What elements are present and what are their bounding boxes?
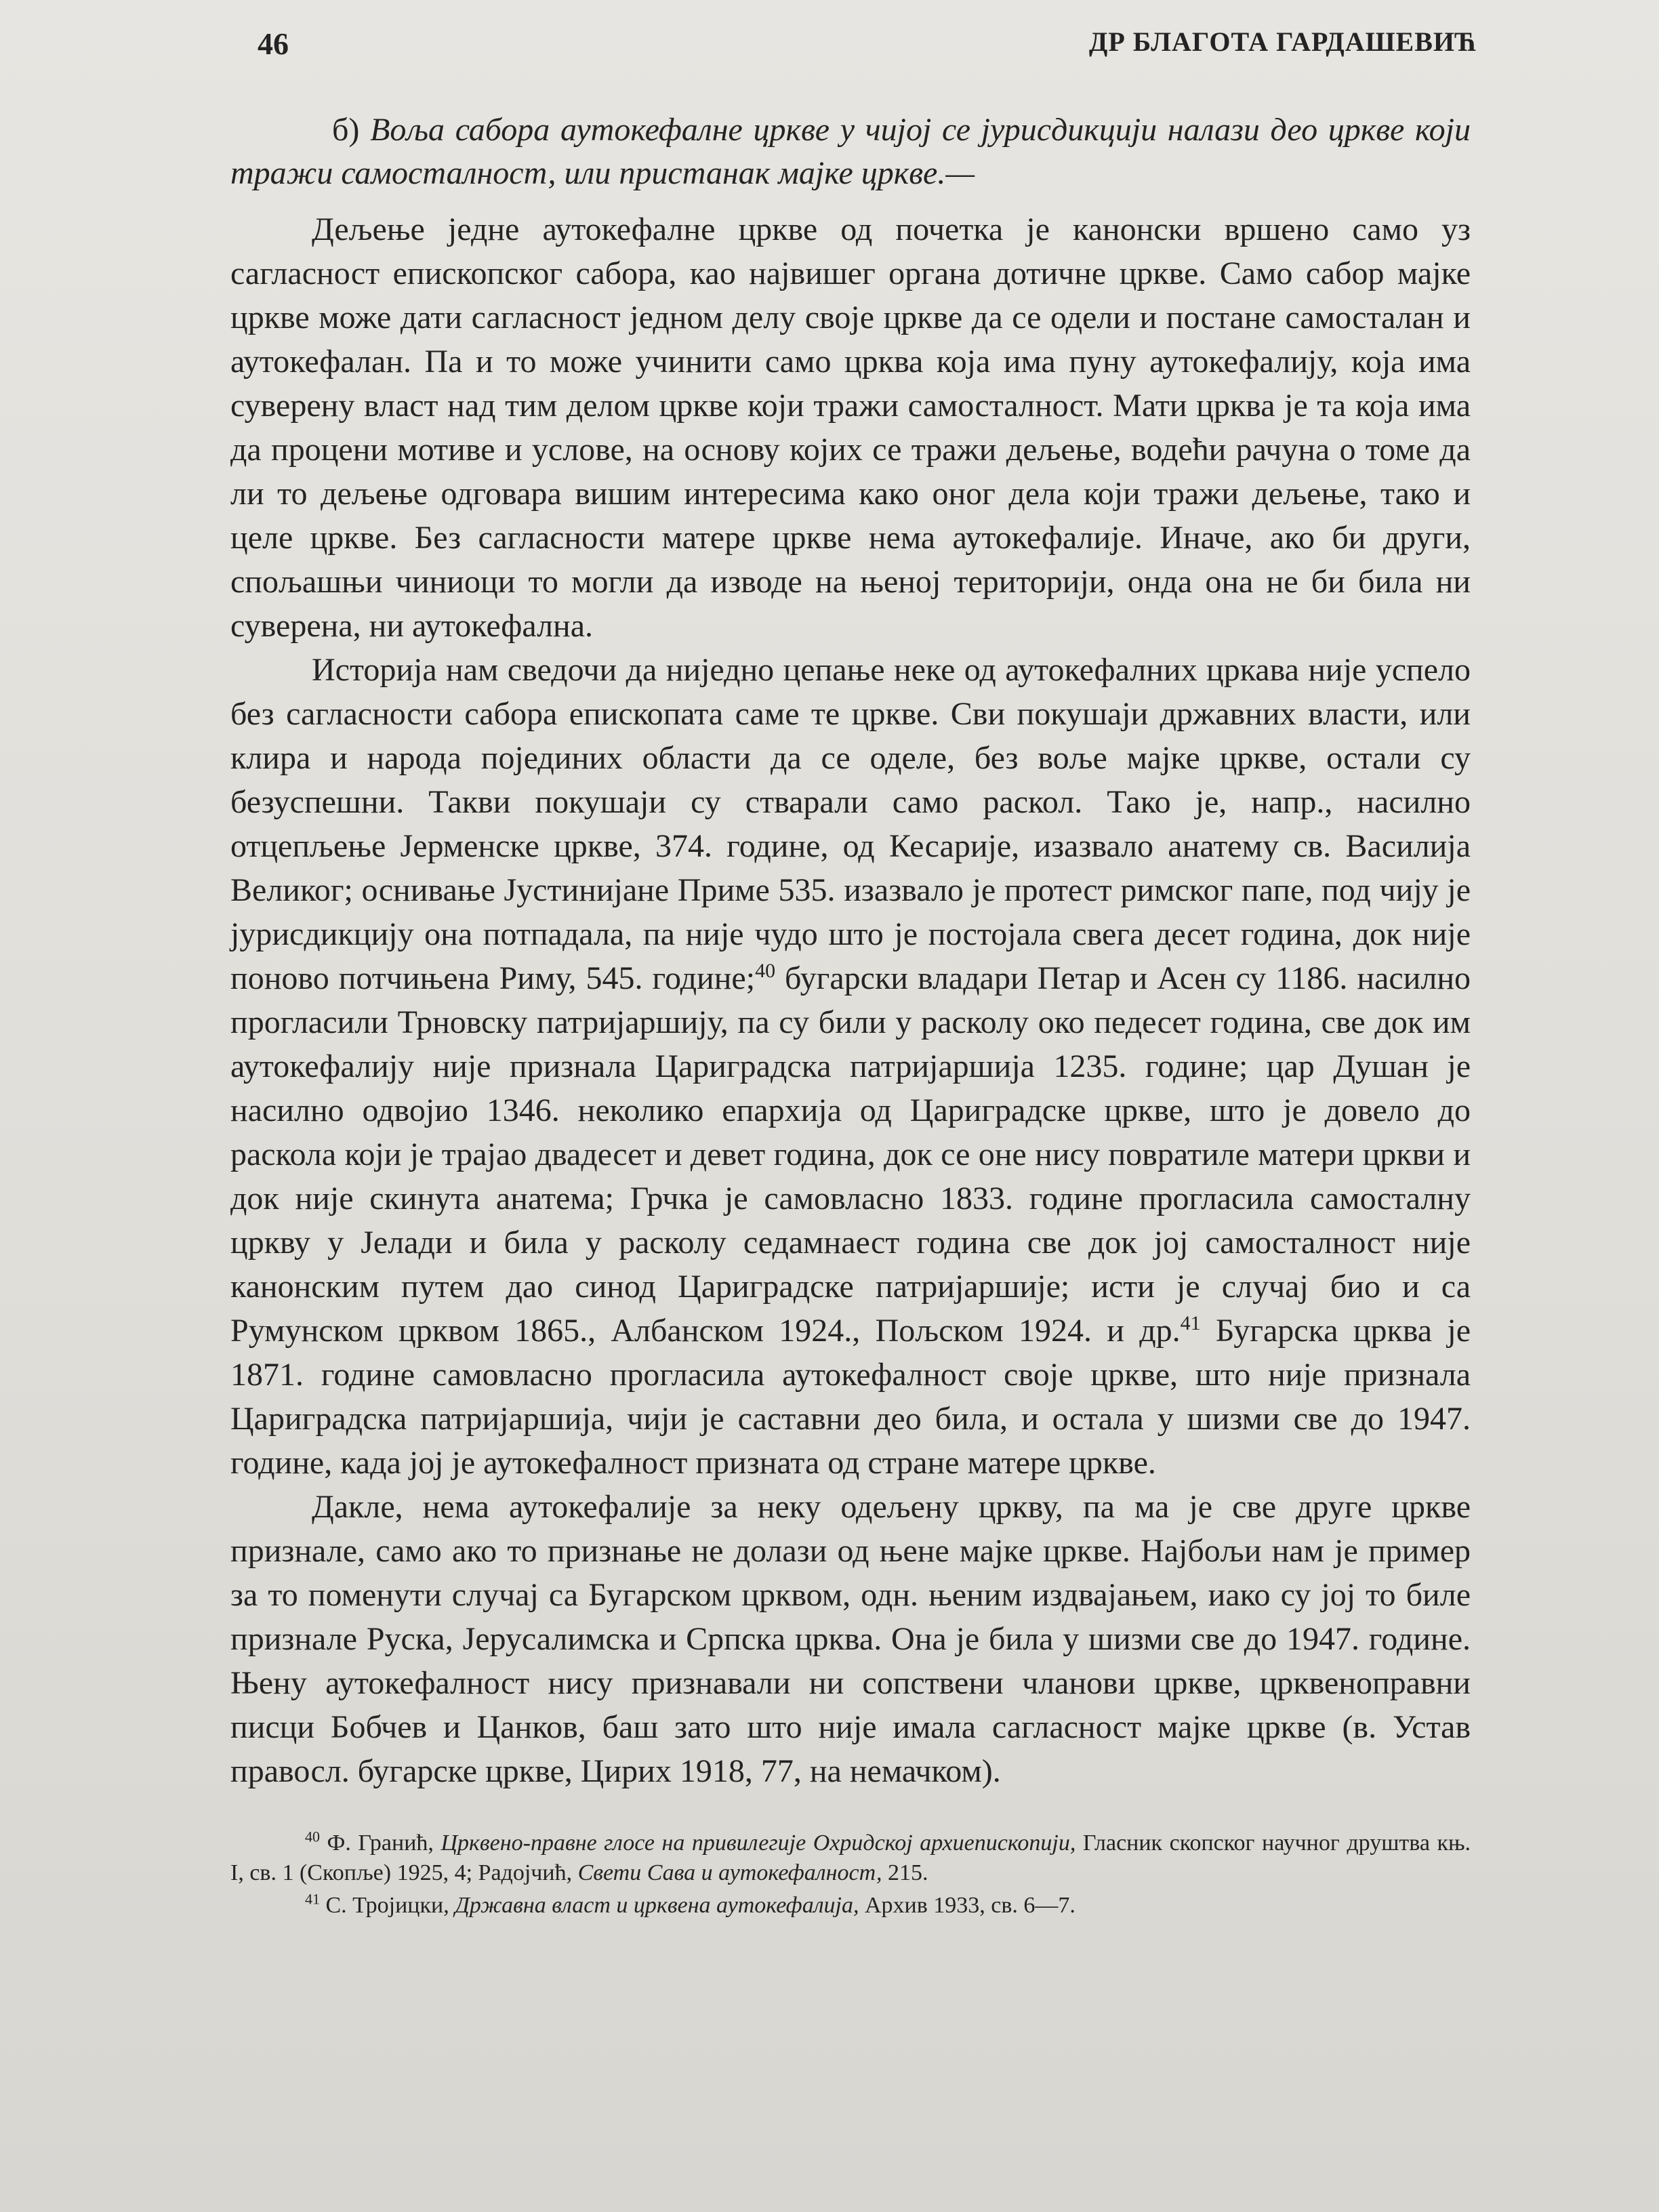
paragraph-1: Дељење једне аутокефалне цркве од почетка је канонски вршено само уз сагласност епископског сабора, као највишег органа дотичне цркве. Само сабор мајке цркве може дати сагласност једном делу своје цркве да се одели и постане самосталан и аутокефалан. Па и то може учинити само црква која има пуну аутокефалију, која има суверену власт над тим делом цркве који тражи самосталност. Мати црква је та која има да процени мотиве и услове, на основу којих се тражи дељење, водећи рачуна о томе да ли то дељење одговара вишим интересима како оног дела који тражи дељење, тако и целе цркве. Без сагласности матере цркве нема аутокефалије. Иначе, ако би други, спољашњи чиниоци то могли да изводе на њеној територији, онда она не би била ни суверена, ни аутокефална.	[230, 211, 1471, 644]
paragraph-2-part-c: Бугарска црква је 1871. године самовласно прогласила аутокефалност своје цркве, што није признала Цариградска патријаршија, чији је саставни део била, и остала у шизми све до 1947. године, када јој је аутокефалност призната од стране матере цркве.	[230, 1313, 1471, 1481]
footnote-author: Ф. Гранић,	[327, 1830, 434, 1856]
page-header	[258, 26, 1477, 80]
footnote-ref-41[interactable]: 41	[1180, 1312, 1201, 1334]
footnote-41	[230, 1891, 1471, 1921]
page-body	[230, 108, 1471, 1923]
paragraph-3: Дакле, нема аутокефалије за неку одељену цркву, па ма је све друге цркве признале, само ако то признање не долази од њене мајке цркве. Најбољи нам је пример за то поменути случај са Бугарском црквом, одн. њеним издвајањем, иако су јој то биле признале Руска, Јерусалимска и Српска црква. Она је била у шизми све до 1947. године. Њену аутокефалност нису признавали ни сопствени чланови цркве, црквеноправни писци Бобчев и Цанков, баш зато што није имала сагласност мајке цркве (в. Устав правосл. бугарске цркве, Цирих 1918, 77, на немачком).	[230, 1489, 1471, 1789]
footnote-author: С. Тројицки,	[325, 1893, 449, 1918]
footnote-40	[230, 1828, 1471, 1888]
footnote-number: 40	[305, 1828, 320, 1845]
footnotes	[230, 1828, 1471, 1921]
page-number: 46	[258, 26, 289, 61]
paragraph-2-part-b: бугарски владари Петар и Асен су 1186. насилно прогласили Трновску патријаршију, па су били у расколу око педесет година, све док им аутокефалију није признала Цариградска патријаршија 1235. године; цар Душан је насилно одвојио 1346. неколико епархија од Цариградске цркве, што је довело до раскола који је трајао двадесет и девет година, док се оне нису повратиле матери цркви и док није скинута анатема; Грчка је самовласно 1833. године прогласила самосталну цркву у Јелади и била у расколу седамнаест година све док јој самосталност није канонским путем дао синод Цариградске патријаршије; исти је случај био и са Румунском црквом 1865., Албанском 1924., Пољском 1924. и др.	[230, 960, 1471, 1349]
subheading-title: Воља сабора аутокефалне цркве у чијој се јурисдикцији налази део цркве који тражи самосталност, или пристанак мајке цркве.—	[230, 112, 1471, 191]
paragraph-2-part-a: Историја нам сведочи да ниједно цепање неке од аутокефалних цркава није успело без сагласности сабора епископата саме те цркве. Сви покушаји државних власти, или клира и народа појединих области да се оделе, без воље мајке цркве, остали су безуспешни. Такви покушаји су стварали само раскол. Тако је, напр., насилно отцепљење Јерменске цркве, 374. године, од Кесарије, изазвало анатему св. Василија Великог; оснивање Јустинијане Приме 535. изазвало је протест римског папе, под чију је јурисдикцију она потпадала, па није чудо што је постојала свега десет година, док није поново потчињена Риму, 545. године;	[230, 652, 1471, 996]
footnote-work-title: Црквено-правне глосе на привилегије Охридској архиепископији,	[441, 1830, 1076, 1856]
footnote-text: Гласник скопског научног друштва књ. I, св. 1 (Скопље) 1925, 4; Радојчић,	[230, 1830, 1471, 1885]
footnote-work-title: Државна власт и црквена аутокефалија,	[455, 1893, 859, 1918]
footnote-ref-40[interactable]: 40	[755, 960, 776, 982]
footnote-end: 215.	[887, 1860, 928, 1885]
footnote-number: 41	[305, 1890, 320, 1908]
footnote-work-title-2: Свети Сава и аутокефалност,	[577, 1860, 882, 1885]
running-head: ДР БЛАГОТА ГАРДАШЕВИЋ	[1088, 26, 1477, 57]
paragraph-2	[230, 648, 1471, 1485]
footnote-text: Архив 1933, св. 6—7.	[864, 1893, 1076, 1918]
subheading-label: б)	[332, 112, 360, 148]
section-subheading	[230, 108, 1471, 195]
